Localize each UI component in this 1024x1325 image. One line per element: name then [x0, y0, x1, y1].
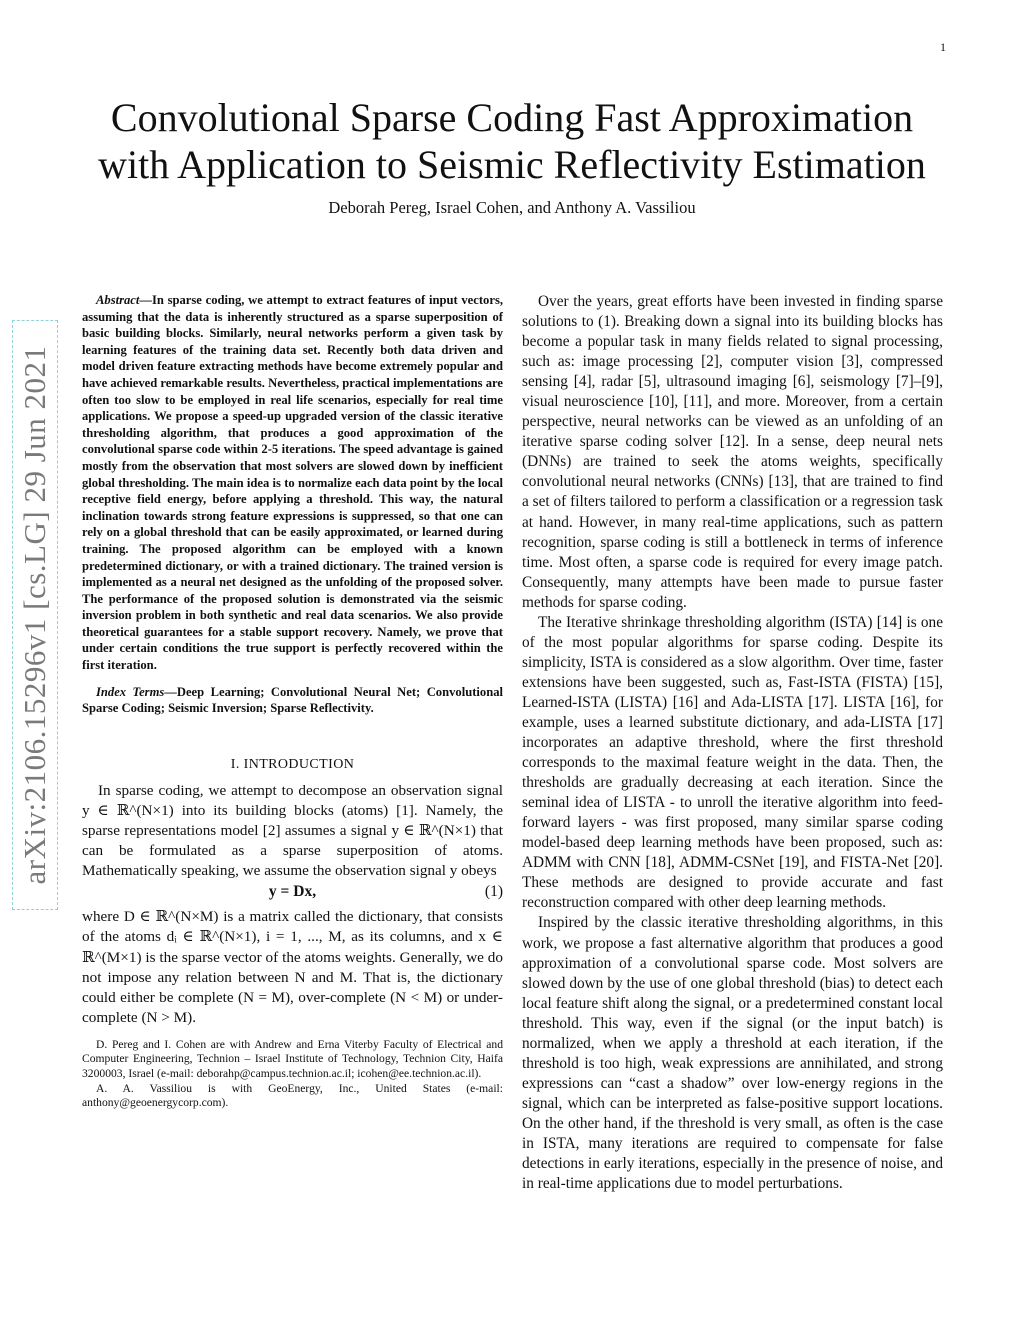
- section-heading: I. INTRODUCTION: [230, 756, 355, 772]
- right-column: [522, 292, 943, 1194]
- equation-1: [82, 883, 503, 905]
- right-paragraph-2: The Iterative shrinkage thresholding algorithm (ISTA) [14] is one of the most popular algorithms for sparse coding. Despite its simplicity, ISTA is considered as a slow algorithm. Over time, faster extensions have been suggested, such as, Fast-ISTA (FISTA) [15], Learned-ISTA (LISTA) [16] and Ada-LISTA [17]. LISTA [16], for example, uses a learned substitute dictionary, and ada-LISTA [17] incorporates an adaptive threshold, where the first threshold corresponds to the maximal feature weight in the data. Then, the thresholds are gradually decreasing at each iteration. Since the seminal idea of LISTA - to unroll the iterative algorithm into feed-forward layers - was first proposed, many similar sparse coding model-based deep learning methods have been proposed, such as: ADMM with CNN [18], ADMM-CSNet [19], and FISTA-Net [20]. These methods are designed to provide accurate and fast reconstruction compared with other deep learning methods.: [522, 613, 943, 912]
- index-terms-text: —Deep Learning; Convolutional Neural Net; Convolutional Sparse Coding; Seismic Inversion; Sparse Reflectivity.: [82, 684, 503, 716]
- authors: Deborah Pereg, Israel Cohen, and Anthony A. Vassiliou: [328, 198, 696, 217]
- index-terms-lead: Index Terms: [96, 684, 165, 699]
- right-paragraph-3: Inspired by the classic iterative thresholding algorithms, in this work, we propose a fast alternative algorithm that produces a good approximation of a convolutional sparse code. Most solvers are slowed down by the use of one global threshold (bias) to detect each local feature shift along the signal, or a predetermined constant local threshold. This way, even if the signal (or the input batch) is normalized, when we apply a threshold at each iteration, if the threshold is too high, weak expressions are annihilated, and strong expressions can “cast a shadow” over low-energy regions in the signal, which can be interpreted as false-positive support locations. On the other hand, if the threshold is very small, as often is the case in ISTA, many iterations are required to compensate for false detections in early iterations, especially in the presence of noise, and in real-time applications due to model perturbations.: [522, 914, 943, 1193]
- abstract: [82, 292, 503, 674]
- arxiv-stamp: [12, 320, 58, 910]
- footnote-affiliation-2: A. A. Vassiliou is with GeoEnergy, Inc., United States (e-mail: anthony@geoenergycorp.com).: [82, 1081, 503, 1110]
- right-paragraph-1: Over the years, great efforts have been invested in finding sparse solutions to (1). Breaking down a signal into its building blocks has become a popular task in many fields related to signal processing, such as: image processing [2], computer vision [3], compressed sensing [4], radar [5], ultrasound imaging [6], seismology [7]–[9], visual neuroscience [10], [11], and more. Moreover, from a certain perspective, neural networks can be viewed as an unfolding of an iterative sparse coding solver [12]. In a sense, deep neural nets (DNNs) are trained to seek the atoms weights, specifically convolutional neural networks (CNNs) [13], that are trained to find a set of filters tailored to perform a classification or a regression task at hand. However, in many real-time applications, such as pattern recognition, sparse coding is still a bottleneck in terms of inference time. Most often, a sparse code is required for every image patch. Consequently, many attempts have been made to pursue faster methods for sparse coding.: [522, 293, 943, 611]
- equation-body: y = Dx,: [268, 883, 317, 901]
- title-line-2: with Application to Seismic Reflectivity Estimation: [98, 142, 926, 187]
- arxiv-stamp-text: arXiv:2106.15296v1 [cs.LG] 29 Jun 2021: [17, 345, 52, 885]
- abstract-text: —In sparse coding, we attempt to extract features of input vectors, assuming that the data is inherently structured as a sparse superposition of basic building blocks. Similarly, neural networks perform a given task by learning features of the training data set. Recently both data driven and model driven feature extracting methods have become extremely popular and have achieved remarkable results. Nevertheless, practical implementations are often too slow to be employed in real life scenarios, especially for real time applications. We propose a speed-up upgraded version of the classic iterative thresholding algorithm, that produces a good approximation of the convolutional sparse code within 2-5 iterations. The speed advantage is gained mostly from the observation that most solvers are slowed down by inefficient global thresholding. The main idea is to normalize each data point by the local receptive field energy, before applying a threshold. This way, the natural inclination towards strong feature expressions is suppressed, so that one can rely on a global threshold that can be easily approximated, or learned during training. The proposed algorithm can be employed with a known predetermined dictionary, or with a trained dictionary. The trained version is implemented as a neural net designed as the unfolding of the proposed solver. The performance of the proposed solution is demonstrated via the seismic inversion problem in both synthetic and real data scenarios. We also provide theoretical guarantees for a stable support recovery. Namely, we prove that under certain conditions the true support is perfectly recovered within the first iteration.: [82, 293, 503, 673]
- title-line-1: Convolutional Sparse Coding Fast Approximation: [110, 95, 914, 140]
- footnote-affiliation-1: D. Pereg and I. Cohen are with Andrew and Erna Viterby Faculty of Electrical and Computer Engineering, Technion – Israel Institute of Technology, Technion City, Haifa 3200003, Israel (e-mail: deborahp@campus.technion.ac.il; icohen@ee.technion.ac.il).: [82, 1037, 503, 1081]
- intro-paragraph-1: In sparse coding, we attempt to decompose an observation signal y ∈ ℝ^(N×1) into its building blocks (atoms) [1]. Namely, the sparse representations model [2] assumes a signal y ∈ ℝ^(N×1) that can be formulated as a sparse superposition of atoms. Mathematically speaking, we assume the observation signal y obeys: [82, 781, 503, 880]
- abstract-lead: Abstract: [96, 293, 140, 307]
- equation-number: (1): [484, 883, 503, 901]
- page-number: 1: [940, 40, 946, 54]
- paper-title: [60, 94, 964, 188]
- intro-paragraph-2: where D ∈ ℝ^(N×M) is a matrix called the dictionary, that consists of the atoms dᵢ ∈ ℝ^(N×1), i = 1, ..., M, as its columns, and x ∈ ℝ^(M×1) is the sparse vector of the atoms weights. Generally, we do not impose any relation between N and M. That is, the dictionary could either be complete (N = M), over-complete (N < M) or under-complete (N > M).: [82, 908, 503, 1026]
- left-column: [82, 292, 503, 1111]
- index-terms: [82, 684, 503, 717]
